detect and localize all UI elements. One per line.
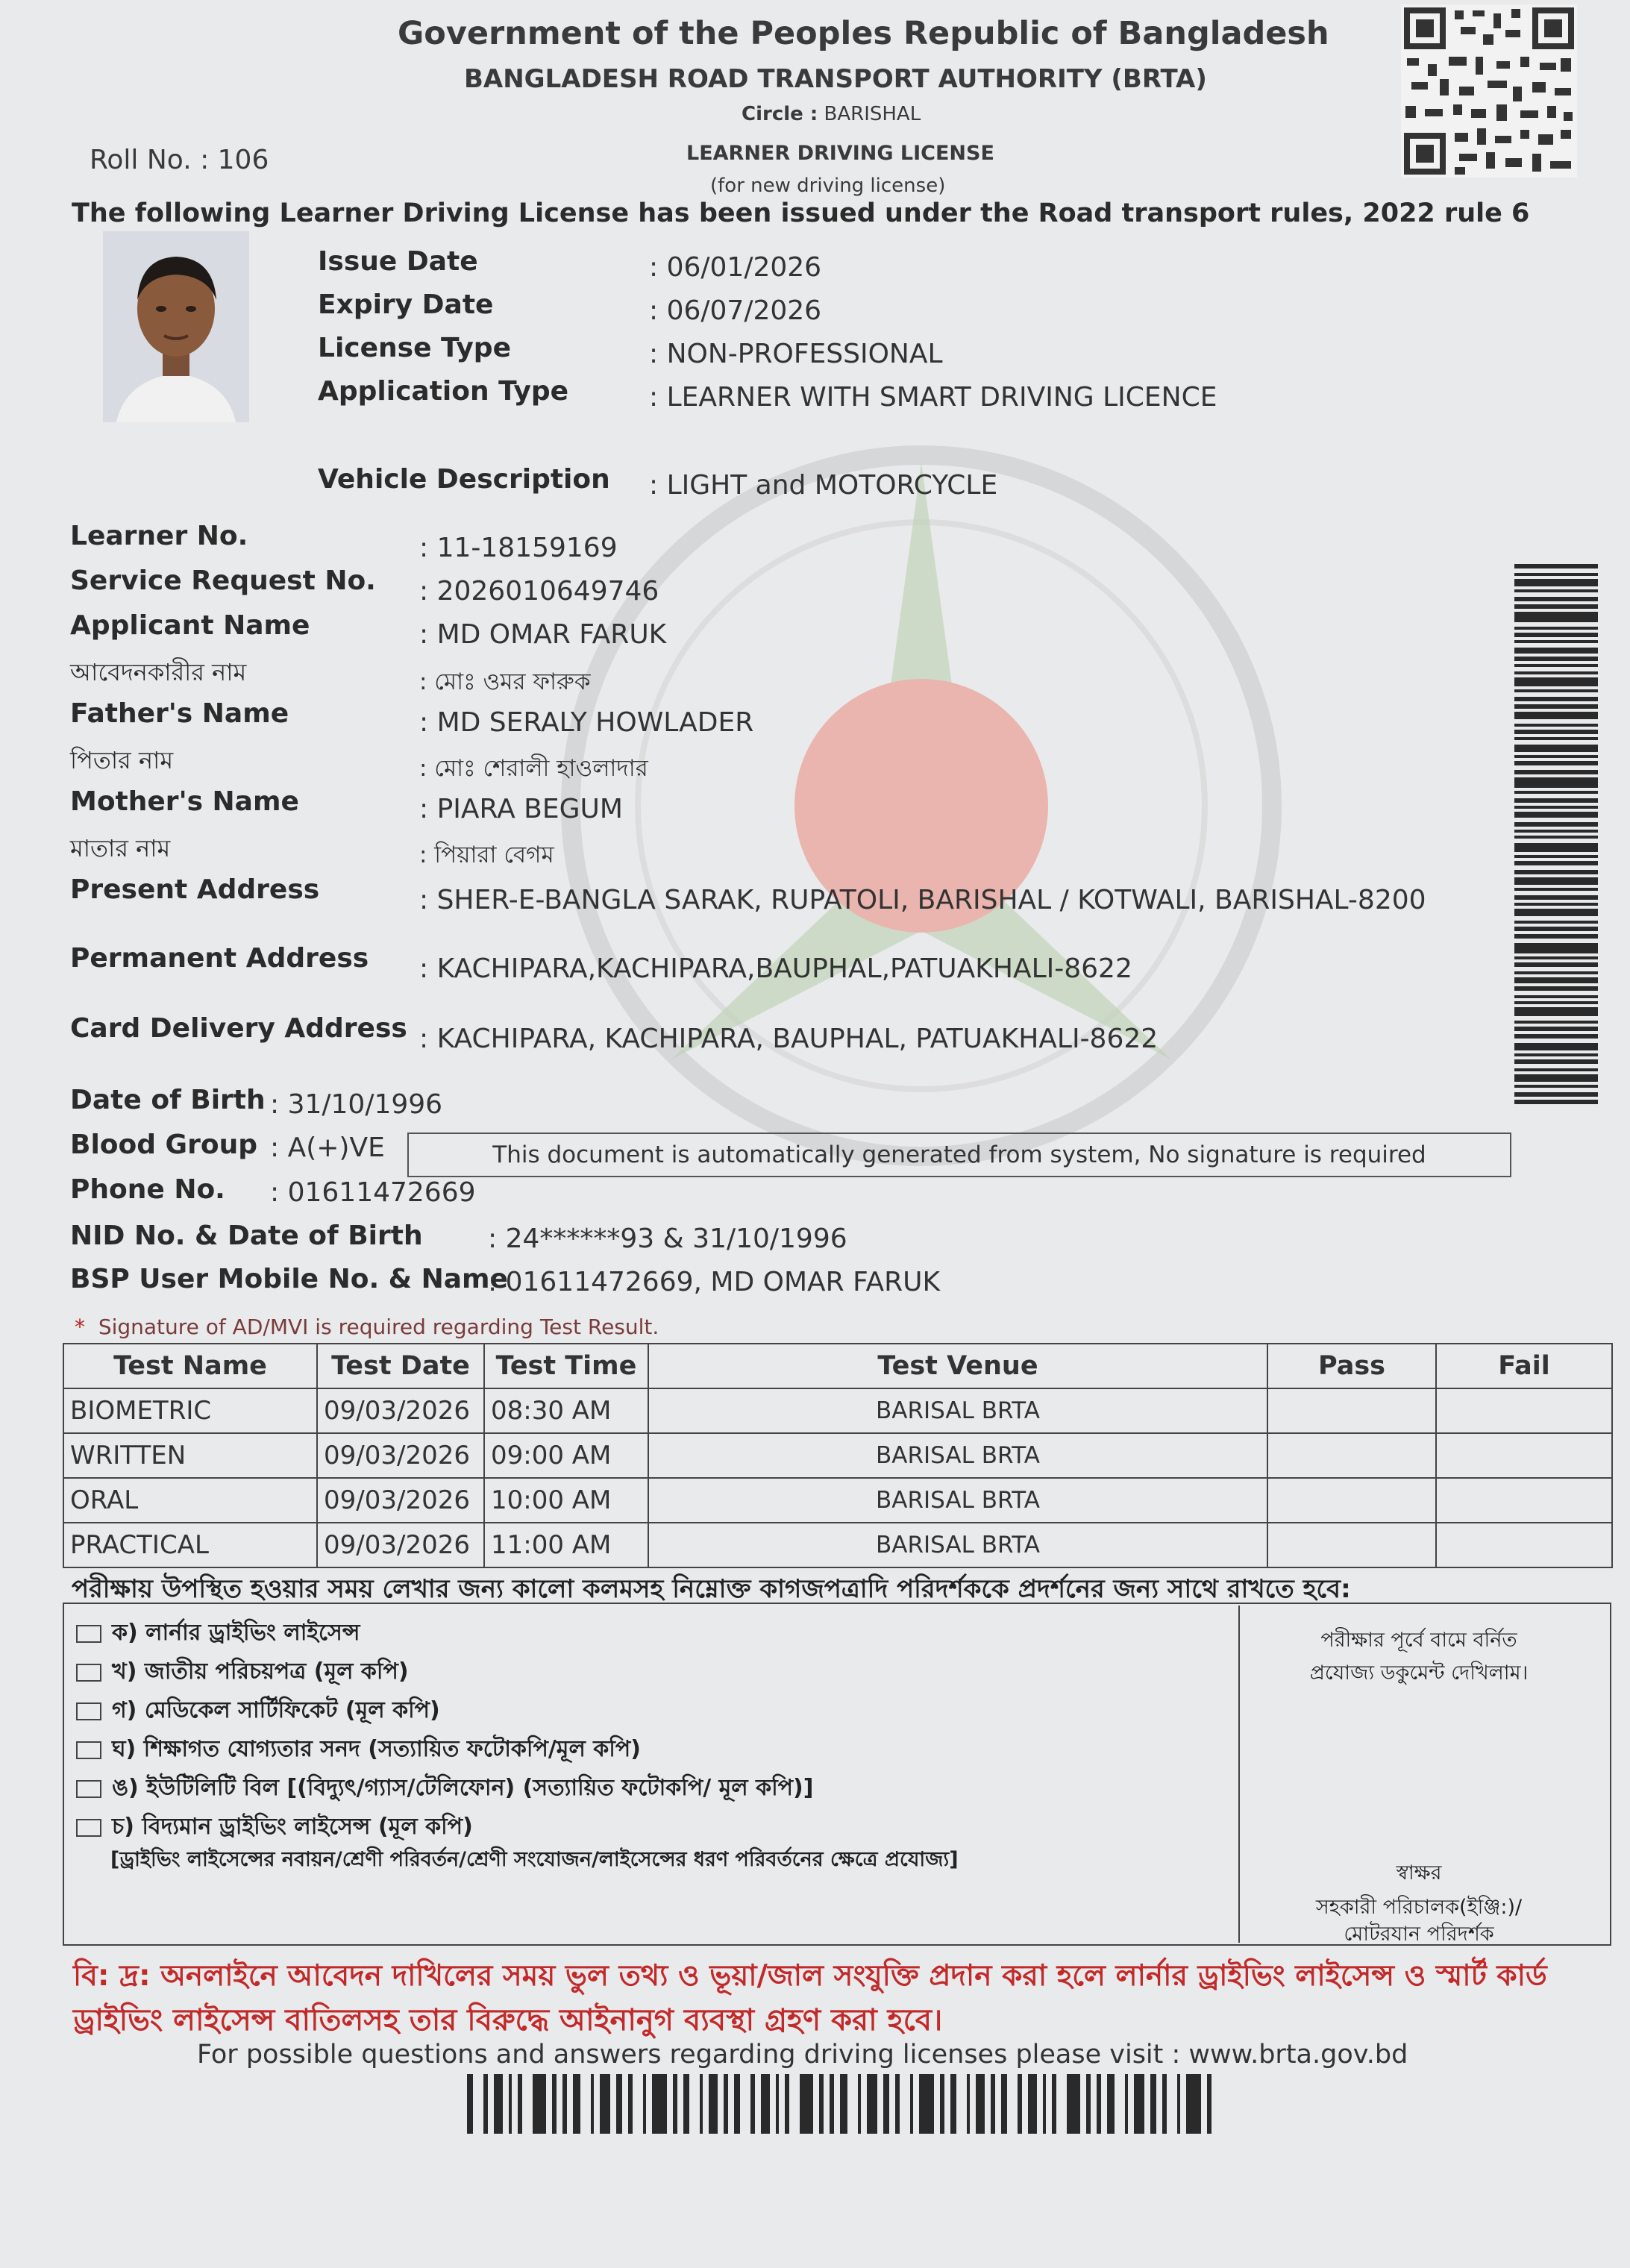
application-type-label: Application Type xyxy=(318,376,569,407)
document-item xyxy=(76,1770,813,1808)
test-time: 09:00 AM xyxy=(484,1433,648,1478)
signature-label: স্বাক্ষর xyxy=(1396,1861,1442,1885)
footer-website-note: For possible questions and answers regarding driving licenses please visit : www.brta.gov.bd xyxy=(197,2040,1408,2070)
officer-title-2: মোটরযান পরিদর্শক xyxy=(1344,1923,1494,1946)
table-row xyxy=(63,1523,1612,1567)
expiry-date-label: Expiry Date xyxy=(318,289,494,320)
document-item xyxy=(76,1614,360,1653)
warning-line-2: ড্রাইভিং লাইসেন্স বাতিলসহ তার বিরুদ্ধে আইনানুগ ব্যবস্থা গ্রহণ করা হবে। xyxy=(73,2003,943,2037)
document-label: ঙ) ইউটিলিটি বিল [(বিদ্যুৎ/গ্যাস/টেলিফোন) (সত্যায়িত ফটোকপি/ মূল কপি)] xyxy=(112,1775,814,1801)
mother-name-value: : PIARA BEGUM xyxy=(419,794,623,824)
test-date: 09/03/2026 xyxy=(317,1388,484,1433)
warning-line-1: বি: দ্র: অনলাইনে আবেদন দাখিলের সময় ভুল তথ্য ও ভূয়া/জাল সংযুক্তি প্রদান করা হলে লার্নার ড্রাইভিং লাইসেন্স ও স্মার্ট কার্ড xyxy=(73,1959,1547,1993)
test-name: PRACTICAL xyxy=(63,1523,317,1567)
blood-group-label: Blood Group xyxy=(70,1130,257,1160)
pass-cell xyxy=(1267,1523,1436,1567)
inspector-line-1: পরীক্ষার পূর্বে বামে বর্নিত xyxy=(1320,1629,1517,1652)
document-label: ঘ) শিক্ষাগত যোগ্যতার সনদ (সত্যায়িত ফটোকপি/মূল কপি) xyxy=(112,1736,641,1762)
test-time: 08:30 AM xyxy=(484,1388,648,1433)
signature-note xyxy=(75,1315,659,1339)
qr-code-icon xyxy=(1401,4,1577,178)
document-label: চ) বিদ্যমান ড্রাইভিং লাইসেন্স (মূল কপি) xyxy=(112,1814,473,1840)
present-address-label: Present Address xyxy=(70,874,320,905)
dob-label: Date of Birth xyxy=(70,1085,266,1115)
vehicle-description-value: : LIGHT and MOTORCYCLE xyxy=(649,470,998,501)
license-subtitle: (for new driving license) xyxy=(710,175,946,197)
license-title: LEARNER DRIVING LICENSE xyxy=(686,142,994,165)
issue-notice: The following Learner Driving License has been issued under the Road transport rules, 2022 rule 6 xyxy=(72,198,1530,228)
learner-no-label: Learner No. xyxy=(70,521,248,551)
applicant-name-value: : MD OMAR FARUK xyxy=(419,619,667,650)
document-label: খ) জাতীয় পরিচয়পত্র (মূল কপি) xyxy=(112,1658,409,1685)
officer-title-1: সহকারী পরিচালক(ইঞ্জি:)/ xyxy=(1315,1896,1523,1919)
header-test-name: Test Name xyxy=(63,1344,317,1388)
test-name: WRITTEN xyxy=(63,1433,317,1478)
phone-value: : 01611472669 xyxy=(270,1177,476,1208)
issue-date-label: Issue Date xyxy=(318,246,478,277)
document-item xyxy=(76,1692,440,1730)
license-type-value: : NON-PROFESSIONAL xyxy=(649,339,943,369)
test-venue: BARISAL BRTA xyxy=(648,1388,1267,1433)
signature-note-text: Signature of AD/MVI is required regarding Test Result. xyxy=(98,1315,659,1339)
test-table-header xyxy=(63,1344,1612,1388)
fail-cell xyxy=(1436,1523,1612,1567)
nid-value: : 24******93 & 31/10/1996 xyxy=(488,1224,847,1254)
test-venue: BARISAL BRTA xyxy=(648,1523,1267,1567)
test-time: 11:00 AM xyxy=(484,1523,648,1567)
vehicle-description-label: Vehicle Description xyxy=(318,464,610,495)
mother-name-bn-value: : পিয়ারা বেগম xyxy=(419,842,554,868)
circle-label: Circle : xyxy=(742,103,818,125)
mother-name-label: Mother's Name xyxy=(70,786,299,817)
document-label: ক) লার্নার ড্রাইভিং লাইসেন্স xyxy=(112,1620,360,1646)
father-name-value: : MD SERALY HOWLADER xyxy=(419,707,754,738)
document-checkbox[interactable] xyxy=(76,1819,101,1837)
dob-value: : 31/10/1996 xyxy=(270,1089,443,1120)
mother-name-bn-label: মাতার নাম xyxy=(70,834,171,862)
inspector-panel xyxy=(1238,1606,1610,1946)
service-request-label: Service Request No. xyxy=(70,566,376,596)
test-venue: BARISAL BRTA xyxy=(648,1433,1267,1478)
father-name-bn-value: : মোঃ শেরালী হাওলাদার xyxy=(419,755,648,782)
document-item xyxy=(76,1731,641,1769)
documents-note: [ড্রাইভিং লাইসেন্সের নবায়ন/শ্রেণী পরিবর্তন/শ্রেণী সংযোজন/লাইসেন্সের ধরণ পরিবর্তনের ক্ষেত্রে প্রযোজ্য] xyxy=(110,1848,959,1871)
applicant-photo xyxy=(103,231,249,422)
barcode-icon xyxy=(467,2074,1219,2134)
pass-cell xyxy=(1267,1388,1436,1433)
application-type-value: : LEARNER WITH SMART DRIVING LICENCE xyxy=(649,382,1217,413)
government-title: Government of the Peoples Republic of Bangladesh xyxy=(398,15,1329,52)
nid-label: NID No. & Date of Birth xyxy=(70,1221,423,1251)
bsp-label: BSP User Mobile No. & Name xyxy=(70,1264,508,1294)
document-label: গ) মেডিকেল সার্টিফিকেট (মূল কপি) xyxy=(112,1697,440,1723)
document-checkbox[interactable] xyxy=(76,1625,101,1643)
permanent-address-label: Permanent Address xyxy=(70,943,369,974)
circle-line xyxy=(742,103,921,125)
test-time: 10:00 AM xyxy=(484,1478,648,1523)
expiry-date-value: : 06/07/2026 xyxy=(649,295,822,326)
document-item xyxy=(76,1808,473,1846)
auto-generated-notice: This document is automatically generated from system, No signature is required xyxy=(407,1133,1511,1177)
card-delivery-label: Card Delivery Address xyxy=(70,1013,407,1044)
header-test-time: Test Time xyxy=(484,1344,648,1388)
document-checkbox[interactable] xyxy=(76,1702,101,1720)
phone-label: Phone No. xyxy=(70,1174,225,1205)
authority-name: BANGLADESH ROAD TRANSPORT AUTHORITY (BRTA) xyxy=(464,64,1207,94)
pass-cell xyxy=(1267,1433,1436,1478)
fail-cell xyxy=(1436,1388,1612,1433)
permanent-address-value: : KACHIPARA,KACHIPARA,BAUPHAL,PATUAKHALI-8622 xyxy=(419,953,1132,984)
test-date: 09/03/2026 xyxy=(317,1478,484,1523)
brta-seal-icon xyxy=(545,403,1298,1209)
table-row xyxy=(63,1433,1612,1478)
service-request-value: : 2026010649746 xyxy=(419,576,659,607)
fail-cell xyxy=(1436,1478,1612,1523)
barcode-icon xyxy=(1514,564,1601,1109)
bsp-value: : 01611472669, MD OMAR FARUK xyxy=(488,1267,941,1297)
applicant-name-label: Applicant Name xyxy=(70,610,310,641)
roll-number: Roll No. : 106 xyxy=(90,145,269,175)
test-name: ORAL xyxy=(63,1478,317,1523)
fail-cell xyxy=(1436,1433,1612,1478)
document-item xyxy=(76,1653,409,1691)
table-row xyxy=(63,1388,1612,1433)
document-checkbox[interactable] xyxy=(76,1780,101,1798)
license-type-label: License Type xyxy=(318,333,511,363)
blood-group-value: : A(+)VE xyxy=(270,1133,385,1163)
header-fail: Fail xyxy=(1436,1344,1612,1388)
table-row xyxy=(63,1478,1612,1523)
applicant-name-bn-label: আবেদনকারীর নাম xyxy=(70,658,247,686)
card-delivery-value: : KACHIPARA, KACHIPARA, BAUPHAL, PATUAKHALI-8622 xyxy=(419,1024,1159,1054)
father-name-label: Father's Name xyxy=(70,698,289,729)
learner-no-value: : 11-18159169 xyxy=(419,533,618,563)
present-address-value: : SHER-E-BANGLA SARAK, RUPATOLI, BARISHAL / KOTWALI, BARISHAL-8200 xyxy=(419,885,1426,915)
pass-cell xyxy=(1267,1478,1436,1523)
inspector-line-2: প্রযোজ্য ডকুমেন্ট দেখিলাম। xyxy=(1309,1661,1529,1685)
applicant-name-bn-value: : মোঃ ওমর ফারুক xyxy=(419,668,591,695)
issue-date-value: : 06/01/2026 xyxy=(649,252,822,283)
document-checkbox[interactable] xyxy=(76,1664,101,1682)
header-pass: Pass xyxy=(1267,1344,1436,1388)
test-table xyxy=(63,1343,1613,1568)
test-date: 09/03/2026 xyxy=(317,1433,484,1478)
test-date: 09/03/2026 xyxy=(317,1523,484,1567)
father-name-bn-label: পিতার নাম xyxy=(70,746,174,774)
header-test-date: Test Date xyxy=(317,1344,484,1388)
document-instruction: পরীক্ষায় উপস্থিত হওয়ার সময় লেখার জন্য কালো কলমসহ নিম্নোক্ত কাগজপত্রাদি পরিদর্শককে প্রদর্শনের জন্য সাথে রাখতে হবে: xyxy=(72,1574,1351,1604)
test-name: BIOMETRIC xyxy=(63,1388,317,1433)
circle-value: BARISHAL xyxy=(824,103,921,125)
test-venue: BARISAL BRTA xyxy=(648,1478,1267,1523)
signature-star: * xyxy=(75,1315,85,1339)
document-checkbox[interactable] xyxy=(76,1741,101,1759)
header-test-venue: Test Venue xyxy=(648,1344,1267,1388)
